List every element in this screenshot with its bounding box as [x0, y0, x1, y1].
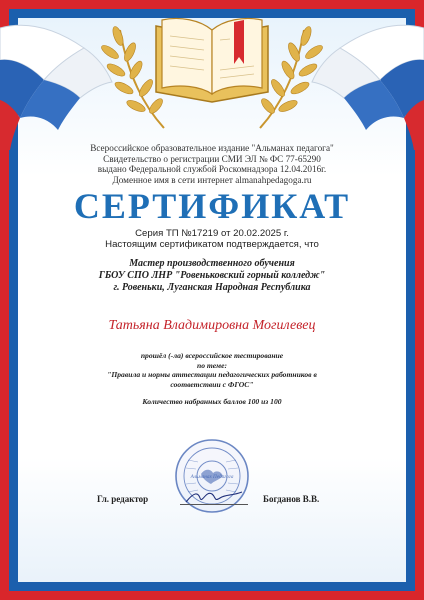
stamp-seal-icon — [174, 438, 250, 514]
issuer-line: выдано Федеральной службой Роскомнадзора 12.04.2016г. — [97, 164, 327, 175]
position-line: Мастер производственного обучения — [129, 258, 295, 269]
location-line: г. Ровеньки, Луганская Народная Республика — [113, 282, 311, 293]
registration-line: Свидетельство о регистрации СМИ ЭЛ № ФС 77-65290 — [103, 153, 321, 164]
confirmation-text: Настоящим сертификатом подтверждается, что — [105, 239, 319, 250]
test-passed-line: прошёл (-ла) всероссийское тестирование — [140, 351, 284, 360]
topic-line-2: соответствии с ФГОС" — [170, 379, 254, 389]
topic-label: по теме: — [196, 360, 227, 370]
series-number: Серия ТП №17219 от 20.02.2025 г. — [135, 228, 289, 239]
signature-line — [180, 504, 248, 505]
publisher-info — [0, 143, 424, 185]
recipient-name: Татьяна Владимировна Могилевец — [108, 318, 316, 333]
publisher-line: Всероссийское образовательное издание "Альманах педагога" — [90, 143, 334, 153]
editor-name: Богданов В.В. — [263, 494, 320, 504]
test-description — [0, 351, 424, 389]
stamp-text: Альманах Педагога — [190, 474, 234, 480]
editor-label: Гл. редактор — [97, 494, 149, 504]
topic-line-1: "Правила и нормы аттестации педагогических работников в — [107, 370, 317, 380]
institution-line: ГБОУ СПО ЛНР "Ровеньковский горный колледж" — [98, 270, 326, 281]
certificate-title: СЕРТИФИКАТ — [73, 186, 351, 226]
organization-block — [0, 258, 424, 294]
domain-line: Доменное имя в сети интернет almanahpedagoga.ru — [112, 174, 312, 185]
score-text: Количество набранных баллов 100 из 100 — [142, 397, 282, 406]
